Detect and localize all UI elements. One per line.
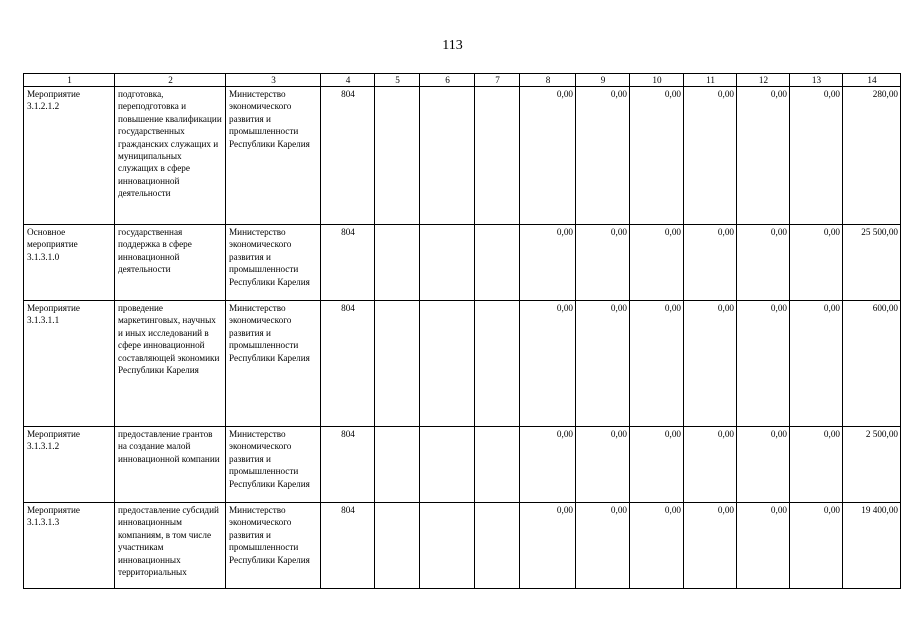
value-cell: 0,00 (576, 225, 630, 301)
value-cell: 0,00 (630, 301, 684, 427)
column-header: 12 (737, 74, 790, 87)
total-cell: 2 500,00 (843, 427, 901, 503)
executor-cell: Министерство экономического развития и промышленности Республики Карелия (226, 301, 321, 427)
column-header: 2 (115, 74, 226, 87)
column-header: 5 (375, 74, 420, 87)
executor-cell: Министерство экономического развития и промышленности Республики Карелия (226, 503, 321, 589)
table-row (24, 301, 901, 427)
total-cell: 25 500,00 (843, 225, 901, 301)
code-cell: 804 (321, 87, 375, 225)
value-cell: 0,00 (684, 427, 737, 503)
empty-cell (420, 427, 475, 503)
status-cell: Мероприятие 3.1.3.1.1 (24, 301, 115, 427)
value-cell: 0,00 (630, 225, 684, 301)
empty-cell (475, 225, 520, 301)
name-cell: предоставление грантов на создание малой инновационной компании (115, 427, 226, 503)
value-cell: 0,00 (737, 427, 790, 503)
column-header: 6 (420, 74, 475, 87)
executor-cell: Министерство экономического развития и промышленности Республики Карелия (226, 427, 321, 503)
empty-cell (475, 427, 520, 503)
value-cell: 0,00 (630, 503, 684, 589)
column-header: 1 (24, 74, 115, 87)
value-cell: 0,00 (520, 427, 576, 503)
status-cell: Мероприятие 3.1.2.1.2 (24, 87, 115, 225)
value-cell: 0,00 (684, 503, 737, 589)
empty-cell (375, 225, 420, 301)
value-cell: 0,00 (684, 87, 737, 225)
name-cell: предоставление субсидий инновационным компаниям, в том числе участникам инновационных территориальных (115, 503, 226, 589)
value-cell: 0,00 (520, 87, 576, 225)
executor-cell: Министерство экономического развития и промышленности Республики Карелия (226, 225, 321, 301)
column-header: 3 (226, 74, 321, 87)
value-cell: 0,00 (737, 503, 790, 589)
value-cell: 0,00 (790, 427, 843, 503)
value-cell: 0,00 (576, 503, 630, 589)
column-header: 4 (321, 74, 375, 87)
value-cell: 0,00 (737, 301, 790, 427)
value-cell: 0,00 (737, 225, 790, 301)
status-cell: Мероприятие 3.1.3.1.2 (24, 427, 115, 503)
name-cell: государственная поддержка в сфере инновационной деятельности (115, 225, 226, 301)
page-number: 113 (442, 38, 463, 53)
total-cell: 19 400,00 (843, 503, 901, 589)
header-row (24, 74, 901, 87)
column-header: 8 (520, 74, 576, 87)
value-cell: 0,00 (790, 225, 843, 301)
value-cell: 0,00 (790, 87, 843, 225)
value-cell: 0,00 (576, 87, 630, 225)
table-row (24, 225, 901, 301)
value-cell: 0,00 (684, 225, 737, 301)
value-cell: 0,00 (684, 301, 737, 427)
value-cell: 0,00 (790, 503, 843, 589)
code-cell: 804 (321, 225, 375, 301)
value-cell: 0,00 (630, 427, 684, 503)
value-cell: 0,00 (520, 301, 576, 427)
empty-cell (375, 503, 420, 589)
value-cell: 0,00 (737, 87, 790, 225)
column-header: 14 (843, 74, 901, 87)
table-row (24, 503, 901, 589)
value-cell: 0,00 (520, 503, 576, 589)
empty-cell (420, 225, 475, 301)
empty-cell (420, 301, 475, 427)
table-row (24, 427, 901, 503)
empty-cell (475, 503, 520, 589)
executor-cell: Министерство экономического развития и промышленности Республики Карелия (226, 87, 321, 225)
column-header: 10 (630, 74, 684, 87)
empty-cell (375, 301, 420, 427)
budget-table (23, 73, 901, 589)
column-header: 11 (684, 74, 737, 87)
code-cell: 804 (321, 301, 375, 427)
empty-cell (475, 301, 520, 427)
column-header: 9 (576, 74, 630, 87)
value-cell: 0,00 (790, 301, 843, 427)
name-cell: подготовка, переподготовка и повышение квалификации государственных гражданских служащих и муниципальных служащих в сфере инновационной деятельности (115, 87, 226, 225)
column-header: 7 (475, 74, 520, 87)
total-cell: 600,00 (843, 301, 901, 427)
empty-cell (375, 87, 420, 225)
column-header: 13 (790, 74, 843, 87)
value-cell: 0,00 (630, 87, 684, 225)
code-cell: 804 (321, 427, 375, 503)
value-cell: 0,00 (520, 225, 576, 301)
code-cell: 804 (321, 503, 375, 589)
empty-cell (420, 87, 475, 225)
empty-cell (420, 503, 475, 589)
total-cell: 280,00 (843, 87, 901, 225)
empty-cell (475, 87, 520, 225)
status-cell: Мероприятие 3.1.3.1.3 (24, 503, 115, 589)
status-cell: Основное мероприятие 3.1.3.1.0 (24, 225, 115, 301)
value-cell: 0,00 (576, 301, 630, 427)
table-row (24, 87, 901, 225)
value-cell: 0,00 (576, 427, 630, 503)
name-cell: проведение маркетинговых, научных и иных исследований в сфере инновационной составляющей экономики Республики Карелия (115, 301, 226, 427)
empty-cell (375, 427, 420, 503)
